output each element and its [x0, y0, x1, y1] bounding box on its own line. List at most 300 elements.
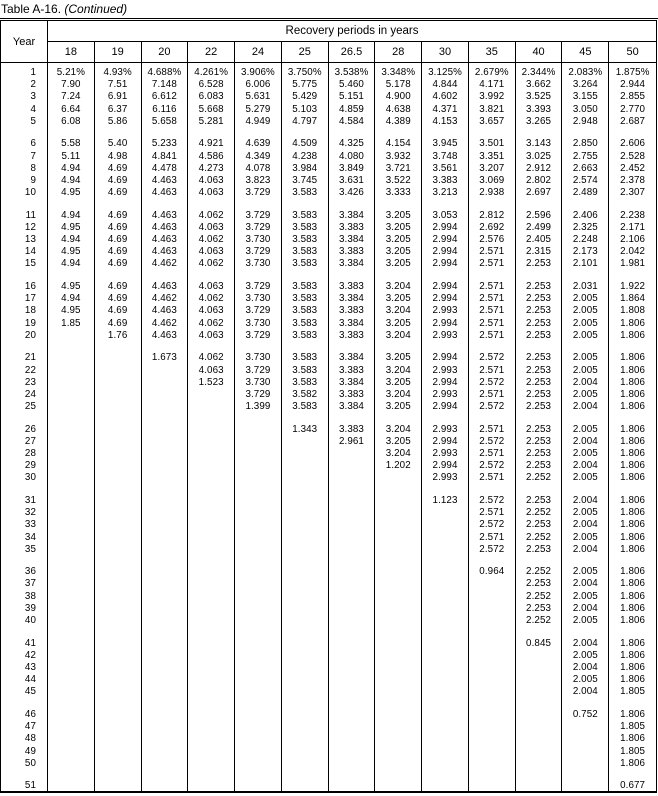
data-cell: 1.922 — [620, 280, 646, 292]
data-cell — [375, 615, 421, 627]
data-cell — [282, 436, 328, 448]
data-cell: 2.571 — [479, 388, 505, 400]
data-cell: 2.571 — [479, 423, 505, 435]
data-cell: 6.64 — [61, 103, 81, 115]
data-cell: 2.253 — [526, 578, 552, 590]
data-cell: 2.994 — [432, 258, 458, 270]
data-cell — [469, 638, 515, 650]
data-cell — [422, 519, 468, 531]
data-cell — [142, 733, 188, 745]
group-gap — [422, 271, 468, 281]
data-cell: 3.383 — [338, 388, 364, 400]
data-cell: 4.94 — [61, 209, 81, 221]
data-cell: 2.571 — [479, 329, 505, 341]
data-cell — [48, 401, 94, 413]
data-cell — [329, 532, 375, 544]
group-gap — [95, 199, 141, 209]
data-cell — [282, 733, 328, 745]
data-column-22 — [188, 63, 235, 791]
data-cell: 2.253 — [526, 388, 552, 400]
data-cell — [516, 733, 562, 745]
group-gap — [422, 699, 468, 709]
data-cell: 1.76 — [107, 329, 128, 341]
year-cell: 7 — [30, 150, 36, 162]
data-cell — [469, 746, 515, 758]
data-cell — [562, 721, 608, 733]
year-cell: 25 — [24, 401, 36, 413]
data-cell: 2.083% — [568, 67, 603, 78]
data-cell — [516, 674, 562, 686]
data-cell — [375, 721, 421, 733]
data-cell: 2.572 — [479, 519, 505, 531]
data-cell: 3.583 — [292, 317, 318, 329]
data-cell — [95, 365, 141, 377]
data-cell — [188, 460, 234, 472]
data-cell — [329, 780, 375, 791]
group-gap — [188, 413, 234, 423]
data-cell: 5.460 — [338, 79, 364, 91]
group-gap — [282, 413, 328, 423]
data-cell: 2.938 — [479, 187, 505, 199]
data-cell: 4.063 — [198, 329, 224, 341]
data-cell: 4.639 — [245, 138, 271, 150]
column-header-40: 40 — [516, 42, 563, 62]
data-cell: 1.806 — [620, 401, 646, 413]
year-cell: 19 — [24, 317, 36, 329]
data-cell: 3.205 — [385, 246, 411, 258]
data-cell: 3.213 — [432, 187, 458, 199]
data-cell — [282, 507, 328, 519]
data-cell — [235, 507, 281, 519]
group-gap — [142, 271, 188, 281]
data-column-19 — [95, 63, 142, 791]
group-gap — [375, 413, 421, 423]
data-cell — [375, 544, 421, 556]
table-title-continued: (Continued) — [64, 2, 128, 16]
data-cell — [142, 709, 188, 721]
data-cell — [95, 460, 141, 472]
data-cell — [48, 638, 94, 650]
group-gap — [235, 271, 281, 281]
data-cell — [48, 758, 94, 770]
data-cell — [95, 401, 141, 413]
group-gap — [609, 413, 656, 423]
data-cell — [142, 460, 188, 472]
data-cell — [422, 507, 468, 519]
year-cell: 38 — [24, 590, 36, 602]
data-cell — [329, 578, 375, 590]
group-gap — [1, 556, 47, 566]
data-cell — [422, 721, 468, 733]
year-cell: 6 — [30, 138, 36, 150]
data-column-50 — [609, 63, 656, 791]
data-cell: 5.86 — [107, 115, 128, 127]
data-cell — [142, 591, 188, 603]
data-cell — [422, 662, 468, 674]
data-cell — [48, 746, 94, 758]
group-gap — [282, 199, 328, 209]
data-cell — [235, 532, 281, 544]
data-cell: 3.383 — [338, 221, 364, 233]
group-gap — [142, 770, 188, 780]
data-cell: 1.981 — [620, 258, 646, 270]
data-cell — [282, 709, 328, 721]
data-cell — [95, 603, 141, 615]
year-cell: 47 — [24, 721, 36, 733]
data-cell: 4.69 — [107, 317, 128, 329]
data-cell: 2.252 — [526, 507, 552, 519]
data-cell: 3.125% — [428, 67, 462, 78]
data-cell — [235, 638, 281, 650]
data-cell: 1.806 — [620, 615, 646, 627]
data-cell: 5.233 — [151, 138, 177, 150]
data-cell: 3.265 — [526, 115, 552, 127]
data-cell — [375, 472, 421, 484]
year-cell: 18 — [24, 305, 36, 317]
column-header-26.5: 26.5 — [329, 42, 376, 62]
year-cell: 17 — [24, 293, 36, 305]
data-cell: 3.384 — [338, 293, 364, 305]
data-cell — [188, 780, 234, 791]
data-cell: 3.823 — [245, 174, 271, 186]
data-cell — [95, 544, 141, 556]
data-cell — [95, 615, 141, 627]
data-cell: 2.004 — [572, 578, 598, 590]
group-gap — [609, 128, 656, 138]
data-cell — [235, 733, 281, 745]
group-gap — [562, 770, 608, 780]
data-cell: 3.333 — [385, 187, 411, 199]
data-cell: 0.845 — [526, 637, 552, 649]
data-cell: 1.806 — [620, 494, 646, 506]
data-cell — [235, 544, 281, 556]
group-gap — [48, 199, 94, 209]
data-cell: 5.11 — [61, 150, 81, 162]
data-cell — [95, 674, 141, 686]
data-cell: 3.205 — [385, 317, 411, 329]
data-cell: 4.584 — [338, 115, 364, 127]
group-gap — [516, 271, 562, 281]
data-cell: 4.463 — [151, 305, 177, 317]
data-cell — [48, 686, 94, 698]
data-cell: 2.004 — [572, 602, 598, 614]
group-gap — [1, 413, 47, 423]
data-cell: 2.994 — [432, 246, 458, 258]
data-cell — [188, 746, 234, 758]
data-cell — [48, 650, 94, 662]
year-cell: 4 — [30, 103, 36, 115]
data-cell: 2.005 — [572, 448, 598, 460]
data-cell: 1.806 — [620, 708, 646, 720]
data-cell — [48, 674, 94, 686]
data-cell — [95, 650, 141, 662]
data-cell — [375, 591, 421, 603]
data-cell: 4.69 — [107, 162, 128, 174]
data-cell — [469, 758, 515, 770]
data-cell — [142, 615, 188, 627]
data-cell: 2.994 — [432, 221, 458, 233]
data-cell: 1.806 — [620, 472, 646, 484]
data-cell — [375, 638, 421, 650]
data-cell: 7.24 — [61, 91, 81, 103]
data-cell: 2.993 — [432, 472, 458, 484]
data-cell: 2.571 — [479, 472, 505, 484]
data-cell: 6.37 — [107, 103, 128, 115]
data-cell: 2.004 — [572, 662, 598, 673]
data-cell — [375, 733, 421, 745]
data-cell — [95, 519, 141, 531]
data-cell: 4.69 — [107, 305, 128, 317]
data-cell — [142, 758, 188, 770]
data-cell: 2.253 — [526, 543, 552, 555]
data-cell: 3.583 — [292, 376, 318, 388]
data-cell: 4.273 — [198, 162, 224, 174]
data-cell — [329, 674, 375, 686]
data-cell: 3.730 — [245, 352, 271, 364]
data-cell: 3.984 — [292, 162, 318, 174]
data-cell: 3.384 — [338, 317, 364, 329]
data-cell — [422, 638, 468, 650]
data-cell — [282, 566, 328, 578]
data-cell — [95, 578, 141, 590]
data-cell: 3.383 — [338, 280, 364, 292]
data-cell: 4.69 — [107, 174, 128, 186]
data-cell: 4.688% — [147, 67, 182, 78]
data-cell — [188, 615, 234, 627]
data-cell — [48, 615, 94, 627]
data-cell: 3.204 — [385, 423, 411, 435]
data-cell — [516, 686, 562, 698]
data-cell — [188, 591, 234, 603]
data-cell: 2.253 — [526, 258, 552, 270]
data-cell: 1.806 — [620, 364, 646, 376]
data-cell: 3.204 — [385, 280, 411, 292]
data-cell: 4.602 — [432, 91, 458, 103]
data-cell: 2.571 — [479, 364, 505, 376]
data-cell: 2.173 — [572, 246, 598, 258]
group-gap — [235, 199, 281, 209]
data-cell — [95, 591, 141, 603]
data-cell — [422, 650, 468, 662]
group-gap — [516, 413, 562, 423]
table-title — [0, 0, 658, 19]
group-gap — [1, 485, 47, 495]
data-cell — [95, 686, 141, 698]
data-cell — [188, 733, 234, 745]
group-gap — [469, 199, 515, 209]
data-cell: 2.770 — [620, 103, 646, 115]
column-header-25: 25 — [282, 42, 329, 62]
group-gap — [48, 770, 94, 780]
column-header-45: 45 — [562, 42, 609, 62]
data-cell — [142, 472, 188, 484]
data-cell: 2.993 — [432, 448, 458, 460]
data-cell — [422, 709, 468, 721]
data-cell — [95, 532, 141, 544]
year-cell: 23 — [24, 376, 36, 388]
group-gap — [48, 556, 94, 566]
column-header-30: 30 — [422, 42, 469, 62]
data-cell: 1.806 — [620, 448, 646, 460]
year-cell: 26 — [24, 423, 36, 435]
data-cell — [235, 709, 281, 721]
data-cell: 1.806 — [620, 531, 646, 543]
data-cell — [95, 352, 141, 364]
data-cell: 3.729 — [245, 246, 271, 258]
data-cell: 3.204 — [385, 448, 411, 460]
data-cell — [48, 389, 94, 401]
data-cell: 2.253 — [526, 364, 552, 376]
data-cell — [329, 746, 375, 758]
data-cell: 2.572 — [479, 401, 505, 413]
column-header-19: 19 — [95, 42, 142, 62]
group-gap — [235, 485, 281, 495]
data-cell: 3.205 — [385, 209, 411, 221]
data-cell: 3.583 — [292, 221, 318, 233]
group-gap — [188, 271, 234, 281]
year-cell: 12 — [24, 221, 36, 233]
data-cell: 3.583 — [292, 234, 318, 246]
data-cell: 4.062 — [198, 293, 224, 305]
data-cell — [375, 495, 421, 507]
data-cell: 3.729 — [245, 221, 271, 233]
group-gap — [562, 556, 608, 566]
data-cell: 3.384 — [338, 234, 364, 246]
group-gap — [469, 413, 515, 423]
data-cell — [95, 758, 141, 770]
data-cell: 3.992 — [479, 91, 505, 103]
year-cell: 5 — [30, 115, 36, 127]
column-header-20: 20 — [142, 42, 189, 62]
data-cell: 2.572 — [479, 376, 505, 388]
data-cell: 4.509 — [292, 138, 318, 150]
group-gap — [235, 413, 281, 423]
group-gap — [562, 128, 608, 138]
data-cell: 2.005 — [572, 649, 598, 661]
data-cell: 1.806 — [620, 460, 646, 472]
data-cell: 1.806 — [620, 507, 646, 519]
data-cell: 3.525 — [526, 91, 552, 103]
data-cell: 4.063 — [198, 305, 224, 317]
group-gap — [422, 413, 468, 423]
data-cell: 2.253 — [526, 435, 552, 447]
data-cell: 3.205 — [385, 234, 411, 246]
data-cell — [142, 544, 188, 556]
data-cell — [188, 436, 234, 448]
data-cell: 4.638 — [385, 103, 411, 115]
data-cell — [48, 532, 94, 544]
group-gap — [422, 770, 468, 780]
data-cell — [95, 566, 141, 578]
year-cell: 33 — [24, 519, 36, 531]
data-cell — [375, 709, 421, 721]
data-cell: 4.462 — [151, 293, 177, 305]
data-cell: 3.383 — [338, 246, 364, 258]
data-cell: 2.850 — [572, 138, 598, 150]
group-gap — [95, 699, 141, 709]
group-gap — [329, 413, 375, 423]
data-cell: 3.384 — [338, 258, 364, 270]
year-cell: 39 — [24, 602, 36, 614]
data-cell — [235, 495, 281, 507]
data-cell — [235, 686, 281, 698]
data-cell — [562, 780, 608, 791]
data-cell: 3.729 — [245, 280, 271, 292]
data-cell: 3.501 — [479, 138, 505, 150]
year-cell: 29 — [24, 460, 36, 472]
data-cell: 2.253 — [526, 602, 552, 614]
data-cell — [469, 603, 515, 615]
data-cell — [422, 591, 468, 603]
data-cell: 2.005 — [572, 364, 598, 376]
data-cell: 2.452 — [620, 162, 646, 174]
data-cell: 7.90 — [61, 79, 81, 91]
data-cell — [142, 578, 188, 590]
data-cell: 3.205 — [385, 352, 411, 364]
data-cell: 2.253 — [526, 352, 552, 364]
data-cell: 2.004 — [572, 637, 598, 649]
year-cell: 24 — [24, 388, 36, 400]
group-gap — [469, 556, 515, 566]
group-gap — [375, 199, 421, 209]
data-cell: 1.806 — [620, 590, 646, 602]
data-cell — [516, 780, 562, 791]
data-cell — [48, 519, 94, 531]
data-cell: 1.523 — [198, 376, 224, 388]
group-gap — [1, 128, 47, 138]
data-cell: 3.729 — [245, 209, 271, 221]
group-gap — [375, 770, 421, 780]
data-cell: 1.123 — [432, 494, 458, 506]
data-cell: 4.062 — [198, 258, 224, 270]
data-cell — [422, 674, 468, 686]
data-cell: 2.571 — [479, 280, 505, 292]
data-cell: 2.571 — [479, 448, 505, 460]
group-gap — [562, 271, 608, 281]
data-cell: 3.069 — [479, 174, 505, 186]
data-cell: 2.489 — [572, 187, 598, 199]
data-cell: 3.204 — [385, 388, 411, 400]
group-gap — [142, 485, 188, 495]
data-column-45 — [562, 63, 609, 791]
data-cell — [188, 638, 234, 650]
data-cell: 1.806 — [620, 376, 646, 388]
data-cell — [282, 532, 328, 544]
data-cell: 3.945 — [432, 138, 458, 150]
data-cell: 4.69 — [107, 209, 128, 221]
group-gap — [422, 128, 468, 138]
data-cell: 2.994 — [432, 280, 458, 292]
data-cell: 3.384 — [338, 401, 364, 413]
data-cell: 2.993 — [432, 423, 458, 435]
year-cell: 10 — [24, 187, 36, 199]
year-cell: 35 — [24, 543, 36, 555]
data-cell: 3.155 — [572, 91, 598, 103]
group-gap — [329, 485, 375, 495]
data-cell: 2.571 — [479, 317, 505, 329]
data-cell — [142, 495, 188, 507]
data-cell: 3.657 — [479, 115, 505, 127]
group-gap — [188, 770, 234, 780]
data-cell: 2.253 — [526, 494, 552, 506]
data-cell: 4.900 — [385, 91, 411, 103]
group-gap — [142, 627, 188, 637]
data-cell: 3.583 — [292, 352, 318, 364]
group-gap — [48, 271, 94, 281]
data-cell: 2.253 — [526, 460, 552, 472]
data-cell: 2.344% — [521, 67, 556, 78]
data-cell: 2.253 — [526, 317, 552, 329]
